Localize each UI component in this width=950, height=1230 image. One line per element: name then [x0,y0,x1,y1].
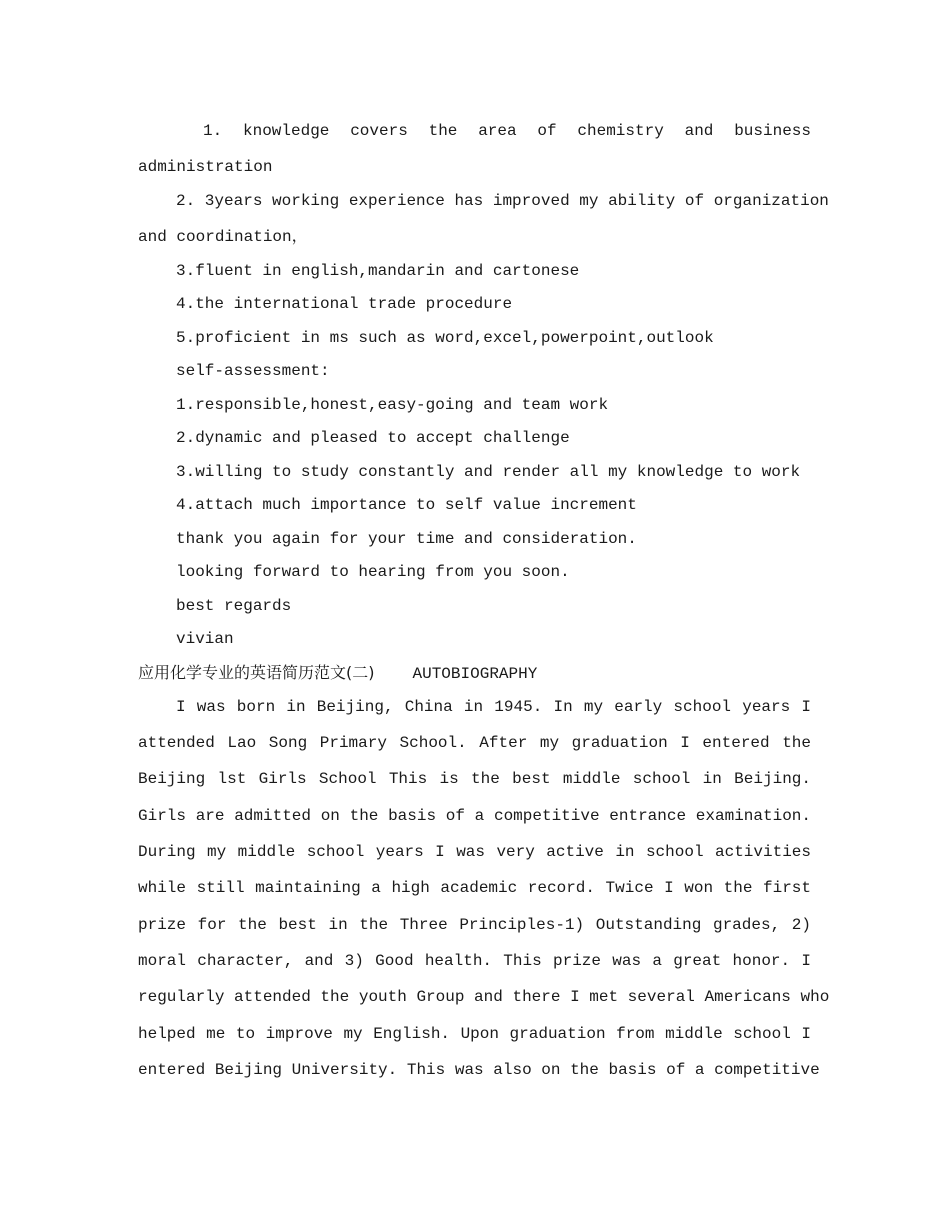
section-2-title-en: AUTOBIOGRAPHY [412,665,538,683]
autobiography-line-2: attended Lao Song Primary School. After my graduation I entered the [138,734,811,752]
autobiography-line-9: regularly attended the youth Group and there I met several Americans who [138,988,830,1006]
autobiography-line-1: I was born in Beijing, China in 1945. In my early school years I [176,698,811,716]
skill-item-2-line-2: and coordination， [138,228,308,246]
autobiography-line-10: helped me to improve my English. Upon graduation from middle school I [138,1025,811,1043]
self-assessment-item-3: 3.willing to study constantly and render all my knowledge to work [176,463,801,481]
section-2-title [138,663,537,683]
self-assessment-item-2: 2.dynamic and pleased to accept challenge [176,429,570,447]
autobiography-line-5: During my middle school years I was very active in school activities [138,843,811,861]
autobiography-line-11: entered Beijing University. This was also on the basis of a competitive [138,1061,820,1079]
skill-item-1-line-1: 1. knowledge covers the area of chemistry and business [203,122,811,140]
autobiography-line-6: while still maintaining a high academic record. Twice I won the first [138,879,811,897]
autobiography-line-4: Girls are admitted on the basis of a competitive entrance examination. [138,807,811,825]
autobiography-line-8: moral character, and 3) Good health. This prize was a great honor. I [138,952,811,970]
closing-thanks: thank you again for your time and consideration. [176,530,637,548]
self-assessment-item-1: 1.responsible,honest,easy-going and team work [176,396,609,414]
skill-item-4: 4.the international trade procedure [176,295,513,313]
skill-item-2-line-1: 2. 3years working experience has improved my ability of organization [176,192,829,210]
closing-regards: best regards [176,597,292,615]
skill-item-5: 5.proficient in ms such as word,excel,powerpoint,outlook [176,329,714,347]
self-assessment-heading: self-assessment: [176,362,330,380]
section-2-title-cn: 应用化学专业的英语简历范文(二) [138,663,375,682]
closing-name: vivian [176,630,234,648]
autobiography-line-3: Beijing lst Girls School This is the best middle school in Beijing. [138,770,811,788]
self-assessment-item-4: 4.attach much importance to self value increment [176,496,637,514]
skill-item-3: 3.fluent in english,mandarin and cartonese [176,262,580,280]
skill-item-1-line-2: administration [138,158,273,176]
closing-looking-forward: looking forward to hearing from you soon. [176,563,570,581]
autobiography-line-7: prize for the best in the Three Principles-1) Outstanding grades, 2) [138,916,811,934]
